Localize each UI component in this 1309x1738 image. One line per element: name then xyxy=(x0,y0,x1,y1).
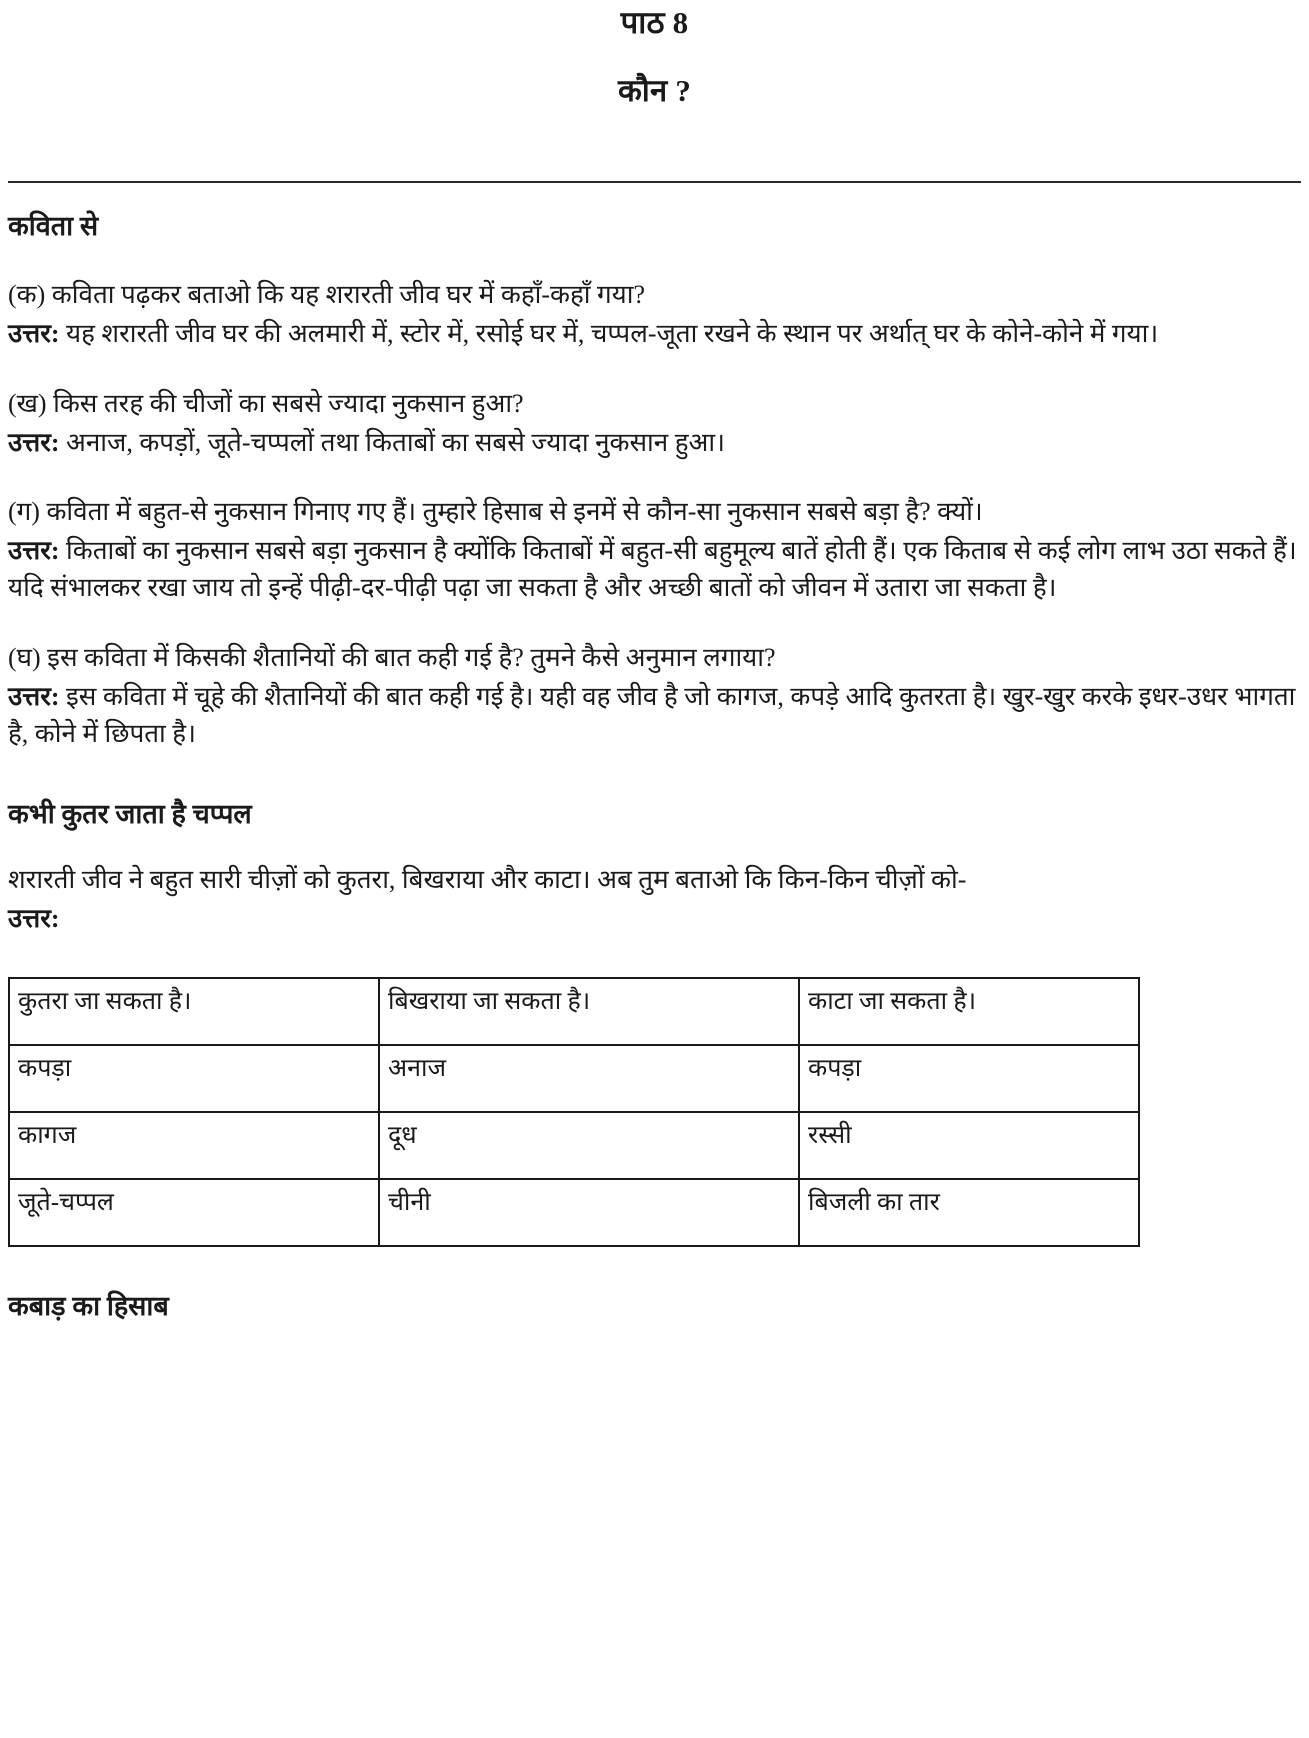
page-title: पाठ 8 xyxy=(620,5,689,40)
table-header-cell: काटा जा सकता है। xyxy=(799,978,1139,1045)
table-cell: बिजली का तार xyxy=(799,1179,1139,1246)
table-cell: कागज xyxy=(9,1112,379,1179)
answer-label: उत्तर: xyxy=(8,536,60,566)
table-header-cell: कुतरा जा सकता है। xyxy=(9,978,379,1045)
qa-item-kha xyxy=(8,386,1301,462)
qa-item-ga xyxy=(8,494,1301,607)
answer-text xyxy=(8,316,1301,353)
kutra-bikhraya-kata-table xyxy=(8,977,1140,1247)
answer-label: उत्तर: xyxy=(8,318,60,348)
table-cell: रस्सी xyxy=(799,1112,1139,1179)
table-cell: कपड़ा xyxy=(9,1045,379,1112)
qa-item-ka xyxy=(8,277,1301,353)
question-text: (क) कविता पढ़कर बताओ कि यह शरारती जीव घर में कहाँ-कहाँ गया? xyxy=(8,279,646,309)
answer-label: उत्तर: xyxy=(8,682,60,712)
header-divider xyxy=(8,181,1301,183)
section-prompt-text: शरारती जीव ने बहुत सारी चीज़ों को कुतरा, बिखराया और काटा। अब तुम बताओ कि किन-किन चीज़ों को- xyxy=(8,864,967,894)
answer-body: अनाज, कपड़ों, जूते-चप्पलों तथा किताबों का सबसे ज्यादा नुकसान हुआ। xyxy=(59,427,725,457)
table-row xyxy=(9,1112,1139,1179)
table-header-row xyxy=(9,978,1139,1045)
qa-item-gha xyxy=(8,640,1301,753)
section-heading-kavita-se: कविता से xyxy=(8,210,99,241)
table-cell: जूते-चप्पल xyxy=(9,1179,379,1246)
question-text: (ग) कविता में बहुत-से नुकसान गिनाए गए हैं। तुम्हारे हिसाब से इनमें से कौन-सा नुकसान सबसे बड़ा है? क्यों। xyxy=(8,497,983,527)
table-row xyxy=(9,1045,1139,1112)
table-header-cell: बिखराया जा सकता है। xyxy=(379,978,799,1045)
table-cell: दूध xyxy=(379,1112,799,1179)
table-cell: अनाज xyxy=(379,1045,799,1112)
answer-text xyxy=(8,679,1301,753)
answer-body: यह शरारती जीव घर की अलमारी में, स्टोर में, रसोई घर में, चप्पल-जूता रखने के स्थान पर अर्थात् घर के कोने-कोने में गया। xyxy=(59,318,1159,348)
page-subtitle: कौन ? xyxy=(617,72,692,108)
table-row xyxy=(9,1179,1139,1246)
section-heading-kabaad-ka-hisaab: कबाड़ का हिसाब xyxy=(8,1290,169,1321)
answer-body: इस कविता में चूहे की शैतानियों की बात कही गई है। यही वह जीव है जो कागज, कपड़े आदि कुतरता है। खुर-खुर करके इधर-उधर भागता है, कोने में छिपता है। xyxy=(8,682,1296,748)
answer-text xyxy=(8,425,1301,462)
title-block xyxy=(8,0,1301,112)
section-heading-kabhi-kutar: कभी कुतर जाता है चप्पल xyxy=(8,798,252,829)
answer-text xyxy=(8,533,1301,607)
question-text: (घ) इस कविता में किसकी शैतानियों की बात कही गई है? तुमने कैसे अनुमान लगाया? xyxy=(8,643,776,673)
table-cell: चीनी xyxy=(379,1179,799,1246)
answer-label: उत्तर: xyxy=(8,427,60,457)
answer-body: किताबों का नुकसान सबसे बड़ा नुकसान है क्योंकि किताबों में बहुत-सी बहुमूल्य बातें होती हैं। एक किताब से कई लोग लाभ उठा सकते हैं। यदि संभालकर रखा जाय तो इन्हें पीढ़ी-दर-पीढ़ी पढ़ा जा सकता है और अच्छी बातों को जीवन में उतारा जा सकता है। xyxy=(8,536,1297,603)
question-text: (ख) किस तरह की चीजों का सबसे ज्यादा नुकसान हुआ? xyxy=(8,388,524,418)
table-cell: कपड़ा xyxy=(799,1045,1139,1112)
answer-label: उत्तर: xyxy=(8,903,60,933)
